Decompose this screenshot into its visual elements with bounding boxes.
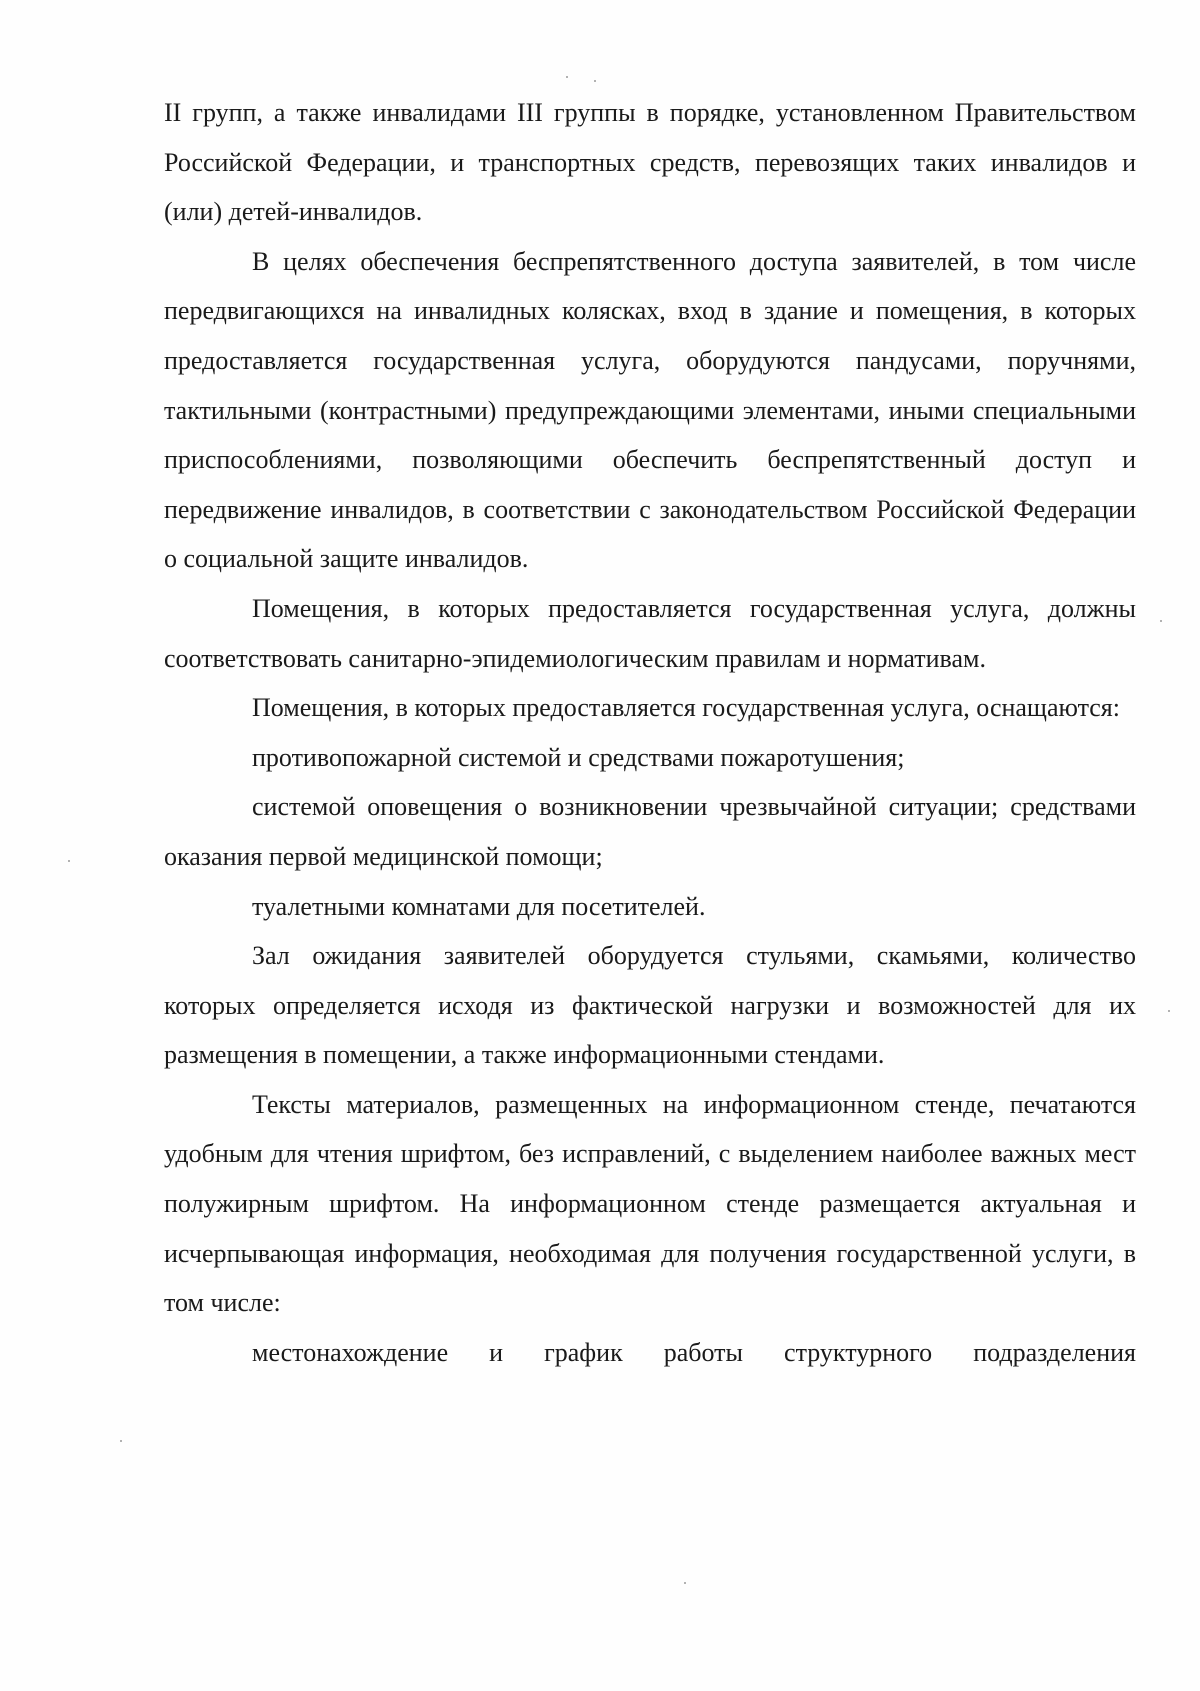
scan-speck — [684, 1582, 686, 1584]
list-item-location-schedule: местонахождение и график работы структурного подразделения — [252, 1337, 1136, 1367]
scan-speck — [120, 1440, 122, 1442]
paragraph-sanitary-rules: Помещения, в которых предоставляется государственная услуга, должны соответствовать санитарно-эпидемиологическим правилам и нормативам. — [164, 593, 1136, 673]
list-item-fire-system: противопожарной системой и средствами пожаротушения; — [252, 742, 905, 772]
paragraph-waiting-hall: Зал ожидания заявителей оборудуется стульями, скамьями, количество которых определяется исходя из фактической нагрузки и возможностей для их размещения в помещении, а также информационными стендами. — [164, 941, 1136, 1070]
scan-speck — [1160, 620, 1162, 622]
paragraph-info-stand: Тексты материалов, размещенных на информационном стенде, печатаются удобным для чтения шрифтом, без исправлений, с выделением наиболее важных мест полужирным шрифтом. На информационном стенде размещается актуальная и исчерпывающая информация, необходимая для получения государственной услуги, в том числе: — [164, 1089, 1136, 1318]
paragraph-continuation: II групп, а также инвалидами III группы в порядке, установленном Правительством Российской Федерации, и транспортных средств, перевозящих таких инвалидов и (или) детей-инвалидов. — [164, 98, 1136, 227]
scan-speck — [566, 76, 568, 78]
list-item-toilets: туалетными комнатами для посетителей. — [252, 891, 706, 921]
list-item-alert-system: системой оповещения о возникновении чрезвычайной ситуации; средствами оказания первой медицинской помощи; — [164, 792, 1136, 871]
scan-speck — [1168, 1010, 1170, 1012]
scan-speck — [594, 80, 596, 82]
paragraph-equipment-intro: Помещения, в которых предоставляется государственная услуга, оснащаются: — [252, 693, 1120, 723]
paragraph-accessibility: В целях обеспечения беспрепятственного доступа заявителей, в том числе передвигающихся на инвалидных колясках, вход в здание и помещения, в которых предоставляется государственная услуга, оборудуются пандусами, поручнями, тактильными (контрастными) предупреждающими элементами, иными специальными приспособлениями, позволяющими обеспечить беспрепятственный доступ и передвижение инвалидов, в соответствии с законодательством Российской Федерации о социальной защите инвалидов. — [164, 246, 1136, 574]
scan-speck — [68, 860, 70, 862]
document-body — [164, 88, 1136, 1377]
